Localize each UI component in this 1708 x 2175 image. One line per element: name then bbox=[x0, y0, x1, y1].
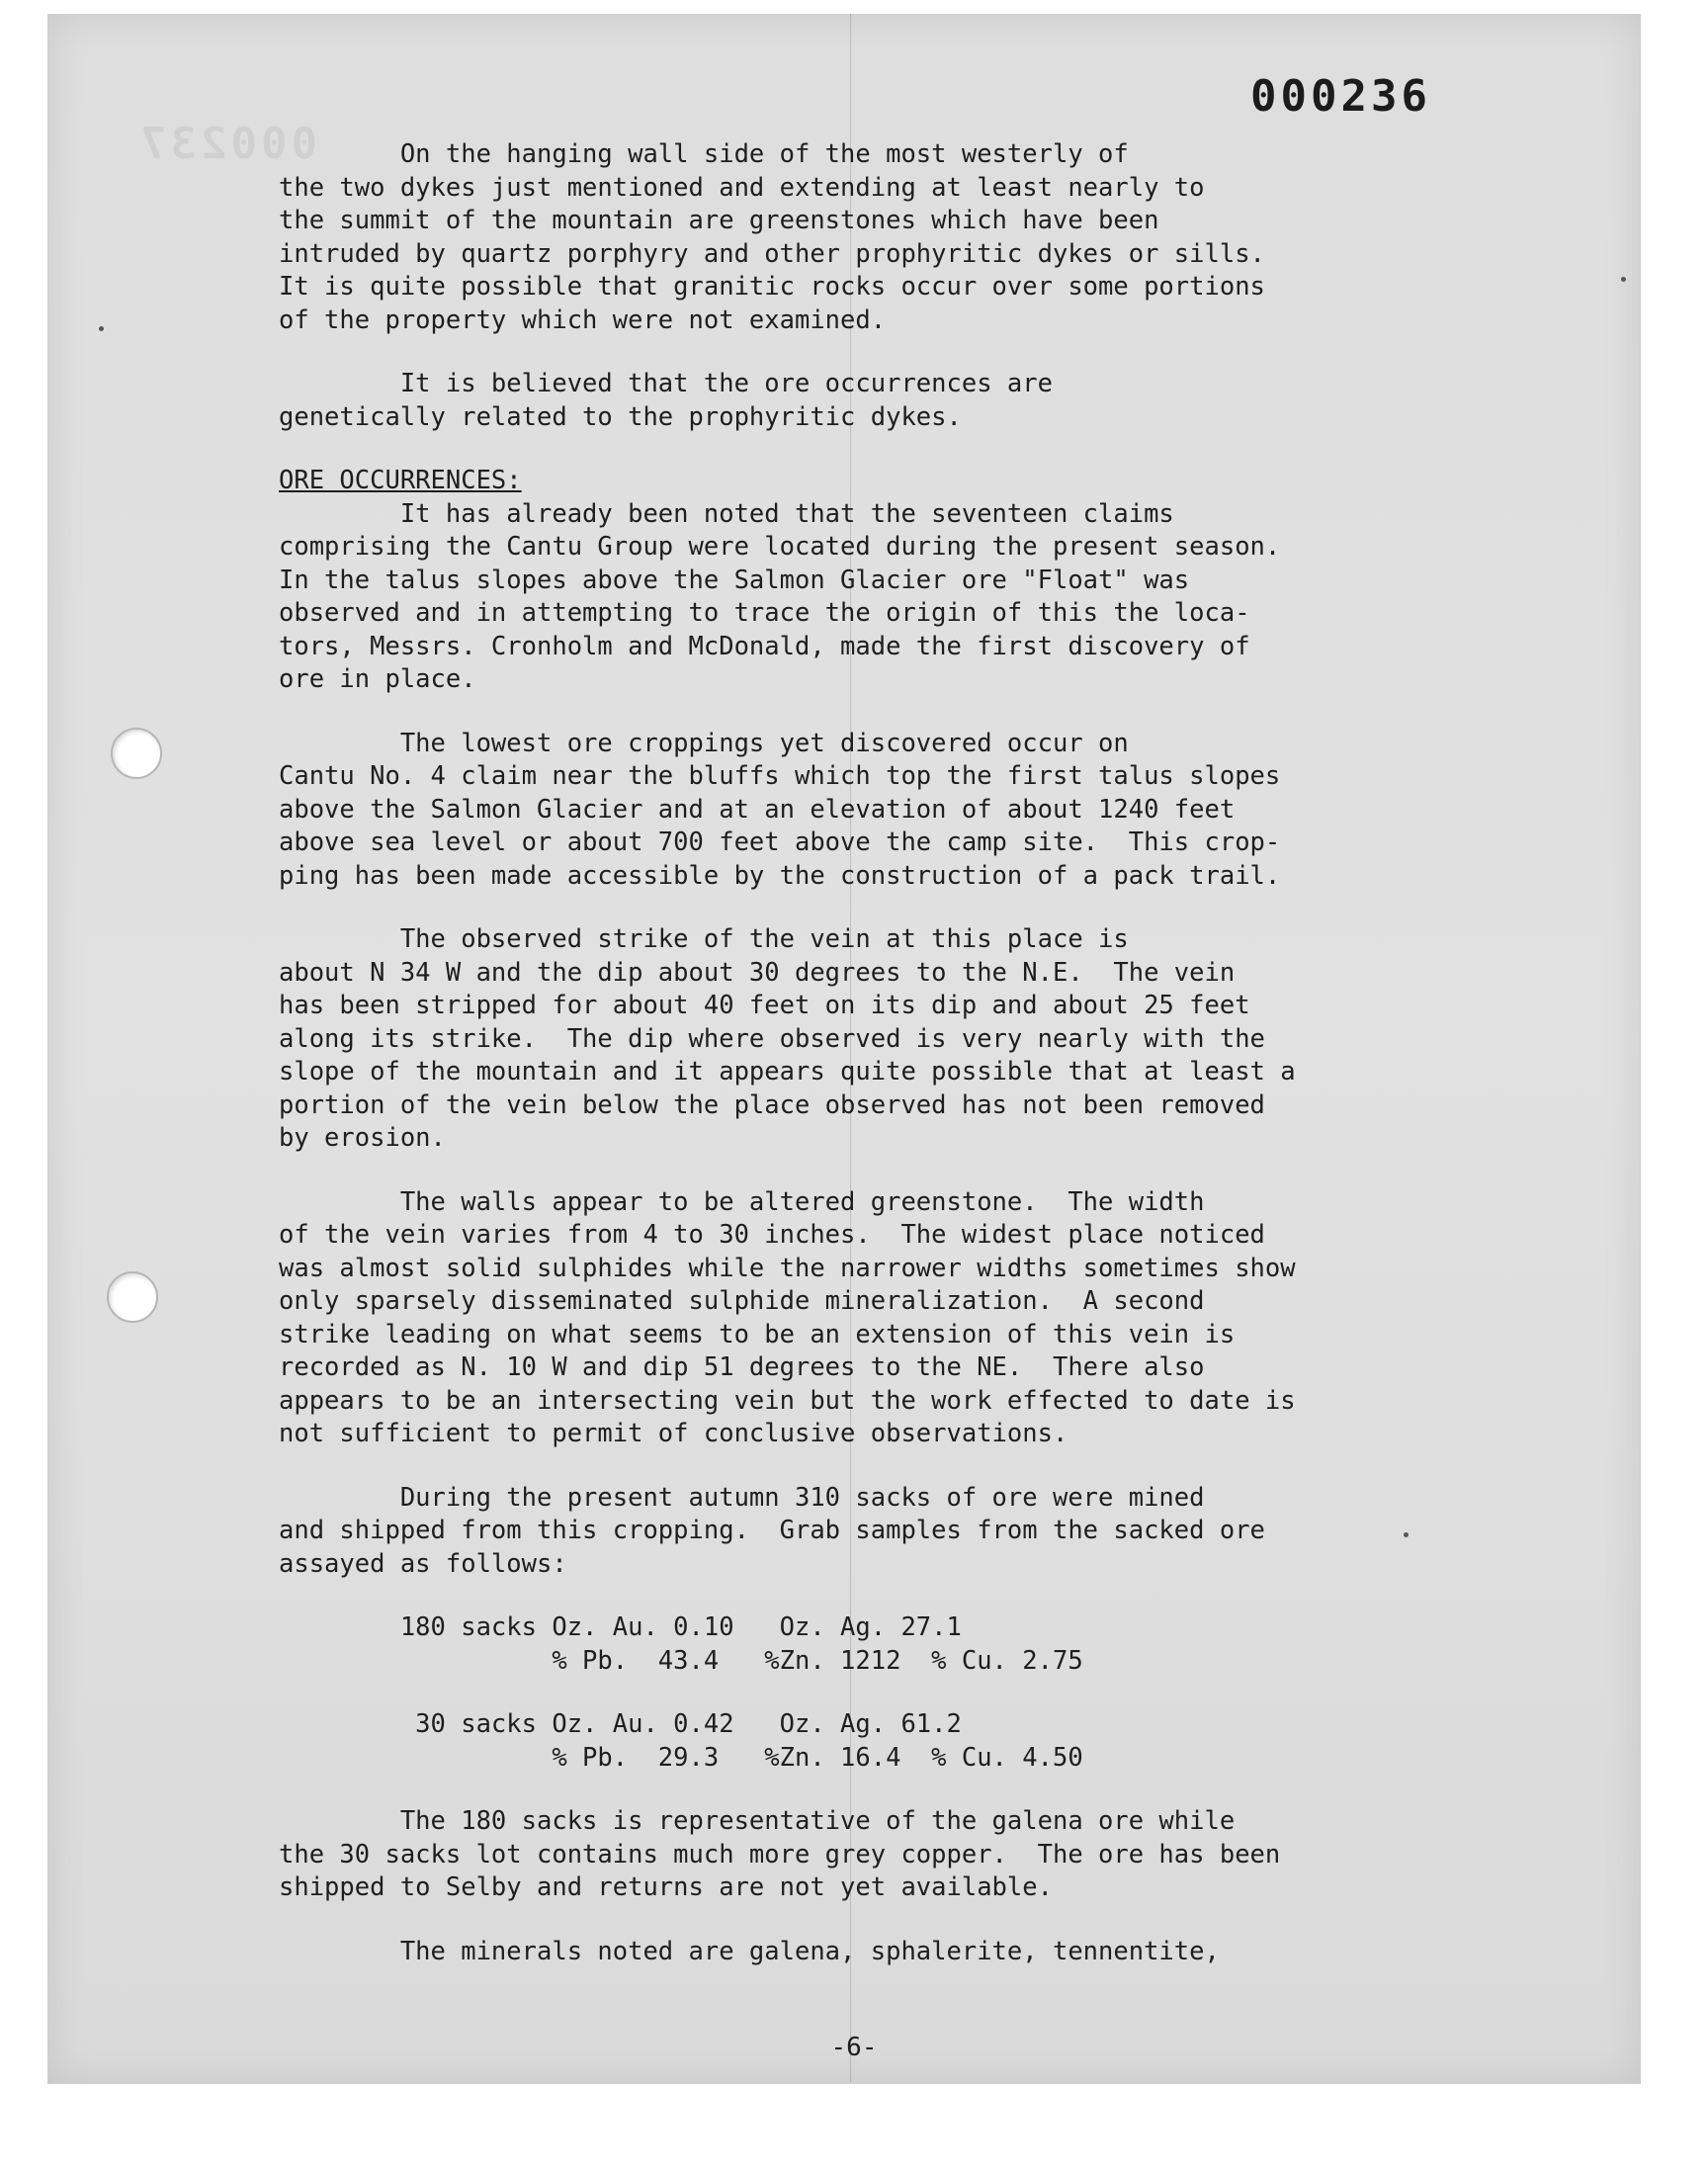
assay-180-sacks: 180 sacks Oz. Au. 0.10 Oz. Ag. 27.1 % Pb. 43.4 %Zn. 1212 % Cu. 2.75 bbox=[399, 1612, 1083, 1676]
paragraph-sack-lots: The 180 sacks is representative of the galena ore while the 30 sacks lot contains much more grey copper. The ore has been shipped to Selby and returns are not yet available. bbox=[279, 1806, 1281, 1902]
paragraph-hanging-wall: On the hanging wall side of the most westerly of the two dykes just mentioned and extending at least nearly to the summit of the mountain are greenstones which have been intruded by quartz porphyry and other prophyritic dykes or sills. It is quite possible that granitic rocks occur over some portions of the property which were not examined. bbox=[279, 139, 1265, 335]
document-body bbox=[279, 138, 1406, 1999]
page-number: -6- bbox=[830, 2033, 878, 2062]
paragraph-ore-genesis: It is believed that the ore occurrences are genetically related to the prophyritic dykes. bbox=[279, 369, 1053, 432]
paragraph-lowest-croppings: The lowest ore croppings yet discovered occur on Cantu No. 4 claim near the bluffs which top the first talus slopes above the Salmon Glacier and at an elevation of about 1240 feet above sea level or about 700 feet above the camp site. This crop- ping has been made accessible by the construction of a pack trail. bbox=[279, 728, 1281, 891]
punch-hole-upper bbox=[111, 728, 162, 779]
paragraph-vein-strike: The observed strike of the vein at this place is about N 34 W and the dip about 30 degrees to the N.E. The vein has been stripped for about 40 feet on its dip and about 25 feet along its strike. The dip where observed is very nearly with the slope of the mountain and it appears quite possible that at least a portion of the vein below the place observed has not been removed by erosion. bbox=[279, 924, 1296, 1153]
document-stamp-number: 000236 bbox=[1250, 71, 1431, 122]
punch-hole-lower bbox=[107, 1271, 158, 1323]
section-heading-ore-occurrences: ORE OCCURRENCES: bbox=[279, 466, 522, 495]
bleed-through-stamp: 000237 bbox=[136, 119, 317, 169]
scan-speck bbox=[99, 326, 104, 331]
paragraph-discovery: It has already been noted that the seventeen claims comprising the Cantu Group were located during the present season. In the talus slopes above the Salmon Glacier ore "Float" was observed and in attempting to trace the origin of this the loca- tors, Messrs. Cronholm and McDonald, made the first discovery of ore in place. bbox=[279, 498, 1281, 694]
scan-speck bbox=[1621, 277, 1626, 282]
assay-30-sacks: 30 sacks Oz. Au. 0.42 Oz. Ag. 61.2 % Pb. 29.3 %Zn. 16.4 % Cu. 4.50 bbox=[415, 1709, 1083, 1773]
paragraph-minerals: The minerals noted are galena, sphalerite, tennentite, bbox=[279, 1936, 1220, 1966]
paragraph-shipment: During the present autumn 310 sacks of ore were mined and shipped from this cropping. Grab samples from the sacked ore assayed as follows: bbox=[279, 1482, 1265, 1579]
paragraph-vein-walls: The walls appear to be altered greenstone. The width of the vein varies from 4 to 30 inches. The widest place noticed was almost solid sulphides while the narrower widths sometimes show only sparsely disseminated sulphide mineralization. A second strike leading on what seems to be an extension of this vein is recorded as N. 10 W and dip 51 degrees to the NE. There also appears to be an intersecting vein but the work effected to date is not sufficient to permit of conclusive observations. bbox=[279, 1186, 1296, 1448]
